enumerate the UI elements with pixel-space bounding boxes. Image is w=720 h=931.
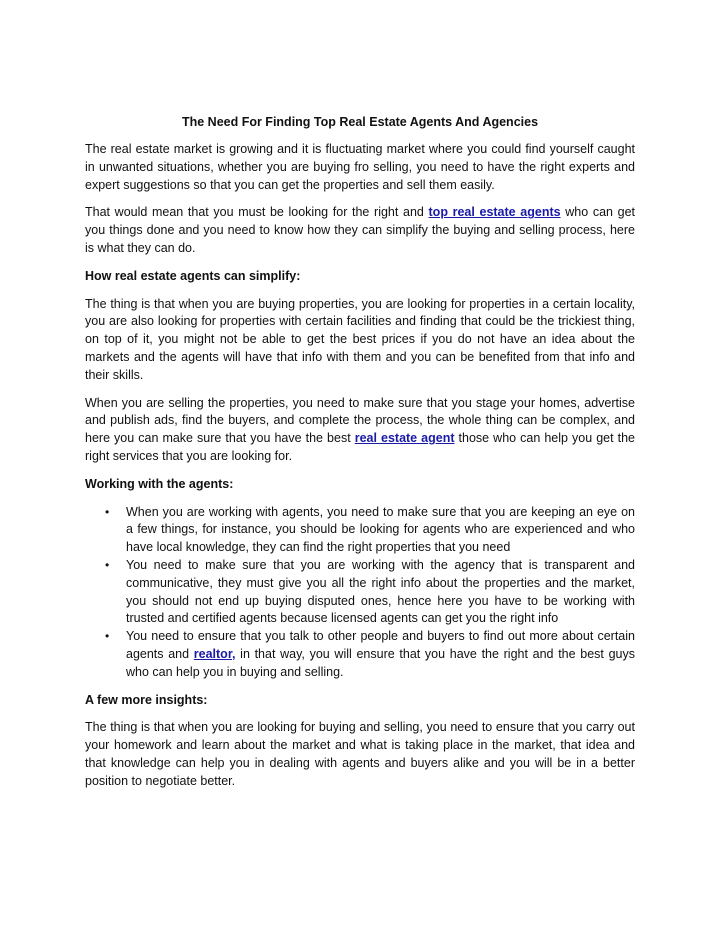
selling-paragraph [85, 395, 635, 466]
list-item-text: When you are working with agents, you need to make sure that you are keeping an eye on a few things, for instance, you should be looking for agents who are experienced and who have local knowledge, they can find the right properties that you need [126, 504, 635, 555]
paragraph-text: When you are selling the properties, you need to make sure that you stage your homes, advertise and publish ads, find the buyers, and complete the process, the whole thing can be complex, and here you can make sure that you have the best [85, 395, 635, 446]
bullet-icon: • [105, 557, 110, 572]
real-estate-agent-link[interactable]: real estate agent [354, 431, 455, 446]
paragraph-text: That would mean that you must be looking for the right and [85, 205, 429, 220]
bullet-list [85, 504, 635, 682]
list-item-text: You need to ensure that you talk to other people and buyers to find out more about certain agents and [126, 629, 635, 661]
intro-paragraph: The real estate market is growing and it is fluctuating market where you could find yourself caught in unwanted situations, whether you are buying fro selling, you need to have the right experts and expert suggestions so that you can get the properties and sell them easily. [85, 142, 635, 192]
document-title: The Need For Finding Top Real Estate Agents And Agencies [181, 115, 539, 129]
list-item [105, 557, 635, 628]
list-item-text: You need to make sure that you are working with the agency that is transparent and communicative, they must give you all the right info about the properties and the market, you should not end up buying disputed ones, hence here you have to be working with trusted and certified agents because licensed agents can get you the right info [126, 557, 635, 626]
bullet-icon: • [105, 629, 110, 644]
insights-paragraph: The thing is that when you are looking for buying and selling, you need to ensure that you carry out your homework and learn about the market and what is taking place in the market, that idea and that knowledge can help you in dealing with agents and buyers alike and you will be in a better position to negotiate better. [85, 720, 635, 788]
section-heading-insights: A few more insights: [85, 692, 208, 707]
bullet-icon: • [105, 504, 110, 519]
list-item-text: in that way, you will ensure that you have the right and the best guys who can help you in buying and selling. [126, 646, 635, 679]
realtor-link[interactable]: realtor, [193, 646, 236, 661]
paragraph-text: who can get you things done and you need to know how they can simplify the buying and selling process, here is what they can do. [85, 205, 635, 255]
list-item [105, 504, 635, 557]
top-real-estate-agents-link[interactable]: top real estate agents [428, 205, 561, 220]
buying-paragraph: The thing is that when you are buying properties, you are looking for properties in a certain locality, you are also looking for properties with certain facilities and finding that could be the trickiest thing, on top of it, you might not be able to get the best prices if you do not have an idea about the markets and the agents will have that info with them and you can be benefited from that info and their skills. [85, 296, 635, 382]
section-heading-working: Working with the agents: [85, 476, 234, 491]
section-heading-simplify: How real estate agents can simplify: [85, 268, 301, 283]
agents-intro-paragraph [85, 204, 635, 257]
paragraph-text: those who can help you get the right services that you are looking for. [85, 431, 635, 463]
list-item [105, 628, 635, 681]
